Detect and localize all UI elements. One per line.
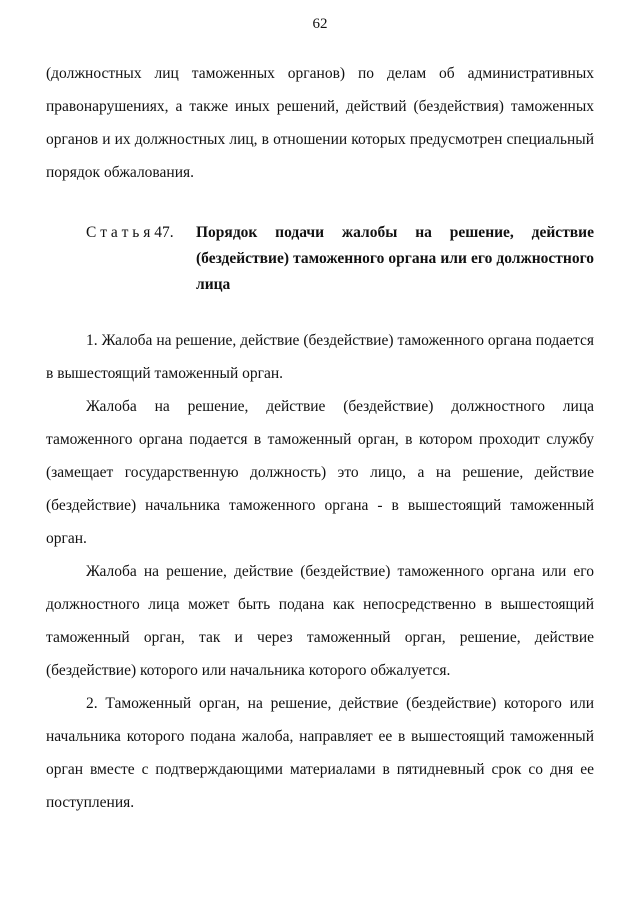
paragraph: (должностных лиц таможенных органов) по делам об административных правонарушениях, а также иных решений, действий (бездействия) таможенных органов и их должностных лиц, в отношении которых предусмотрен специальный порядок обжалования. — [46, 65, 594, 181]
paragraph: Жалоба на решение, действие (бездействие) таможенного органа или его должностного лица может быть подана как непосредственно в вышестоящий таможенный орган, так и через таможенный орган, решение, действие (бездействие) которого или начальника которого обжалуется. — [46, 563, 594, 679]
document-body — [46, 57, 594, 819]
article-heading — [46, 220, 594, 298]
paragraph: 1. Жалоба на решение, действие (бездействие) таможенного органа подается в вышестоящий таможенный орган. — [46, 332, 594, 382]
page-number: 62 — [312, 16, 328, 32]
paragraph: 2. Таможенный орган, на решение, действие (бездействие) которого или начальника которого подана жалоба, направляет ее в вышестоящий таможенный орган вместе с подтверждающими материалами в пятидневный срок со дня ее поступления. — [46, 695, 594, 811]
article-number-label: С т а т ь я 47. — [86, 224, 174, 241]
paragraph: Жалоба на решение, действие (бездействие) должностного лица таможенного органа подается в таможенный орган, в котором проходит службу (замещает государственную должность) это лицо, а на решение, действие (бездействие) начальника таможенного органа - в вышестоящий таможенный орган. — [46, 398, 594, 547]
article-title: Порядок подачи жалобы на решение, действие (бездействие) таможенного органа или его должностного лица — [196, 224, 594, 293]
